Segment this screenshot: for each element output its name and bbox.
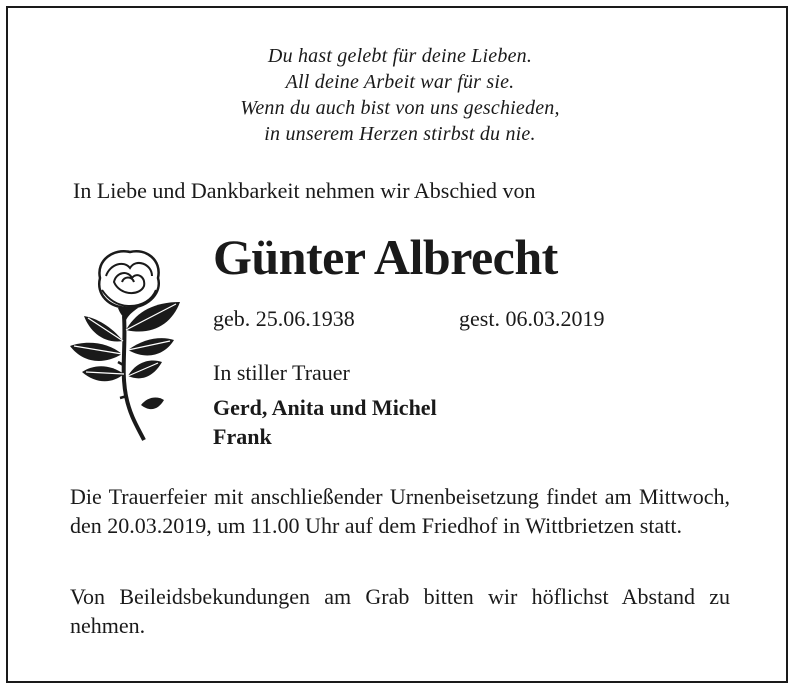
death-date: gest. 06.03.2019 <box>459 306 605 331</box>
condolence-note: Von Beileidsbekundungen am Grab bitten wir höflichst Abstand zu nehmen. <box>70 584 730 638</box>
mourner-name: Gerd, Anita und Michel <box>213 395 437 420</box>
mourner-name: Frank <box>213 424 272 449</box>
intro-text: In Liebe und Dankbarkeit nehmen wir Abschied von <box>73 178 536 203</box>
poem <box>0 43 800 147</box>
funeral-info: Die Trauerfeier mit anschließender Urnenbeisetzung findet am Mittwoch, den 20.03.2019, um 11.00 Uhr auf dem Friedhof in Wittbrietzen statt. <box>70 484 730 538</box>
poem-line: Du hast gelebt für deine Lieben. <box>267 45 533 67</box>
deceased-name: Günter Albrecht <box>213 229 558 285</box>
mourners-label: In stiller Trauer <box>213 360 350 385</box>
poem-line: in unserem Herzen stirbst du nie. <box>264 123 536 145</box>
poem-line: Wenn du auch bist von uns geschieden, <box>240 97 560 119</box>
mourner-names <box>213 393 437 451</box>
birth-date: geb. 25.06.1938 <box>213 306 355 331</box>
rose-icon <box>66 246 184 444</box>
poem-line: All deine Arbeit war für sie. <box>285 71 515 93</box>
